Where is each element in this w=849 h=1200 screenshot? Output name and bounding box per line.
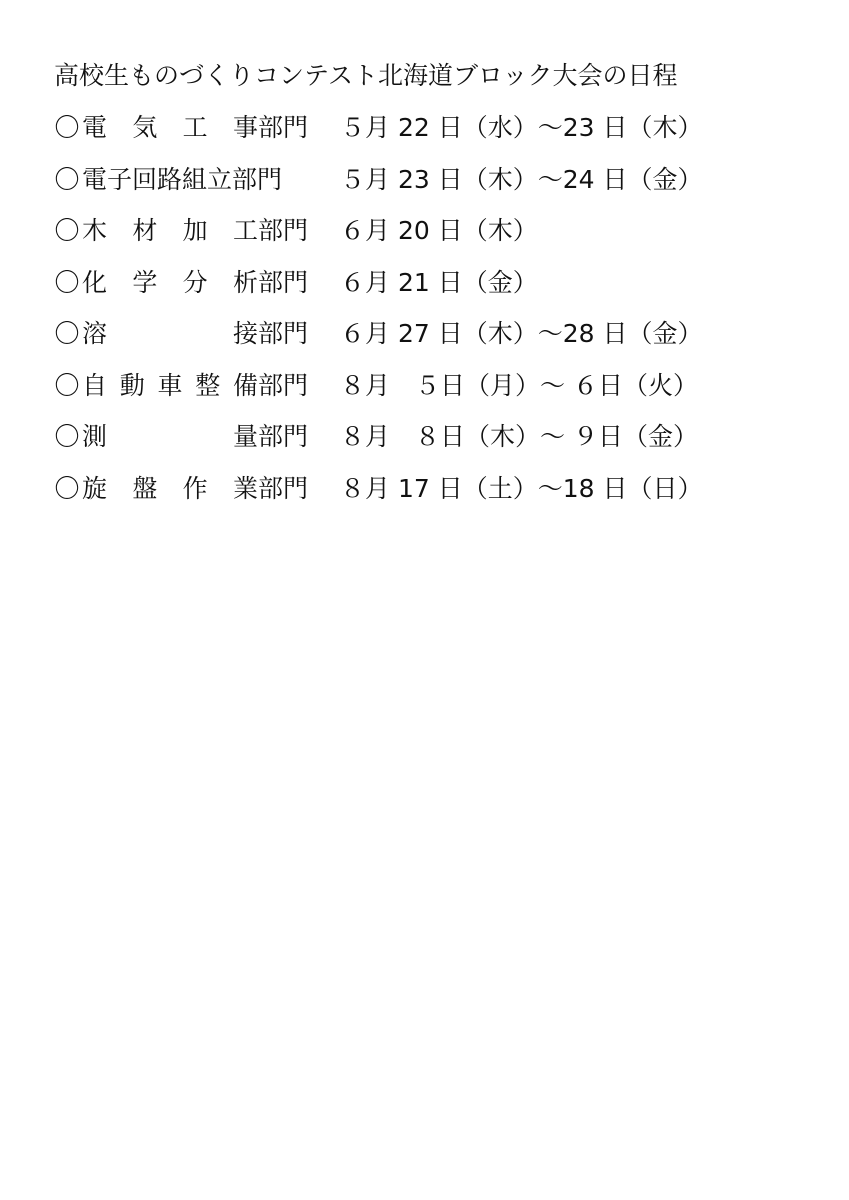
department-name [82,263,308,303]
department-name-part: 溶 [82,319,108,348]
event-date: ６月 20 日（木） [340,216,538,245]
department-name-part: 気 [132,113,158,142]
department-name [82,314,308,354]
circle-bullet-icon: 〇 [54,113,80,142]
department-name-part: 木 [82,216,108,245]
department-name-part: 作 [182,473,208,503]
department-name-part: 旋 [82,473,108,503]
department-name-part: 自 [82,370,108,400]
department-name-part: 動 [119,370,145,400]
department-name [82,417,308,457]
circle-bullet-icon: 〇 [54,267,80,297]
department-name [82,108,308,148]
department-name-part: 測 [82,422,108,451]
department-name-part: 電 [82,113,108,142]
department-name-part: 事部門 [232,113,308,142]
department-name-part: 工 [182,113,208,142]
department-name-part: 電子回路組立部門 [82,164,283,194]
page-title: 高校生ものづくりコンテスト北海道ブロック大会の日程 [54,61,678,90]
department-name-part: 化 [82,267,108,297]
department-name-part: 接部門 [232,319,308,348]
department-name [82,366,308,406]
circle-bullet-icon: 〇 [54,422,80,451]
event-date: ５月 23 日（木）～24 日（金） [340,164,703,194]
circle-bullet-icon: 〇 [54,370,80,400]
department-name-part: 工部門 [232,216,308,245]
department-name-part: 備部門 [232,370,308,400]
circle-bullet-icon: 〇 [54,473,80,503]
schedule-row [52,263,812,315]
event-date: ６月 21 日（金） [340,267,538,297]
department-name [82,211,308,251]
department-name-part: 分 [182,267,208,297]
schedule-row [52,417,812,469]
event-date: ８月 ５日（月）～ ６日（火） [340,370,698,400]
schedule-row [52,160,812,212]
department-name-part: 加 [182,216,208,245]
department-name-part: 盤 [132,473,158,503]
department-name-part: 材 [132,216,158,245]
event-date: ８月 ８日（木）～ ９日（金） [340,422,698,451]
schedule-row [52,469,812,521]
department-name [82,469,308,509]
schedule-row [52,211,812,263]
department-name-part: 車 [157,370,183,400]
department-name-part: 量部門 [232,422,308,451]
schedule-row [52,108,812,160]
department-name [82,160,308,200]
event-date: ６月 27 日（木）～28 日（金） [340,319,703,348]
department-name-part: 析部門 [232,267,308,297]
department-name-part: 整 [195,370,221,400]
circle-bullet-icon: 〇 [54,164,80,194]
circle-bullet-icon: 〇 [54,319,80,348]
department-name-part: 学 [132,267,158,297]
event-date: ５月 22 日（水）～23 日（木） [340,113,703,142]
schedule-list [52,108,812,520]
event-date: ８月 17 日（土）～18 日（日） [340,473,703,503]
department-name-part: 業部門 [232,473,308,503]
schedule-row [52,366,812,418]
schedule-row [52,314,812,366]
circle-bullet-icon: 〇 [54,216,80,245]
